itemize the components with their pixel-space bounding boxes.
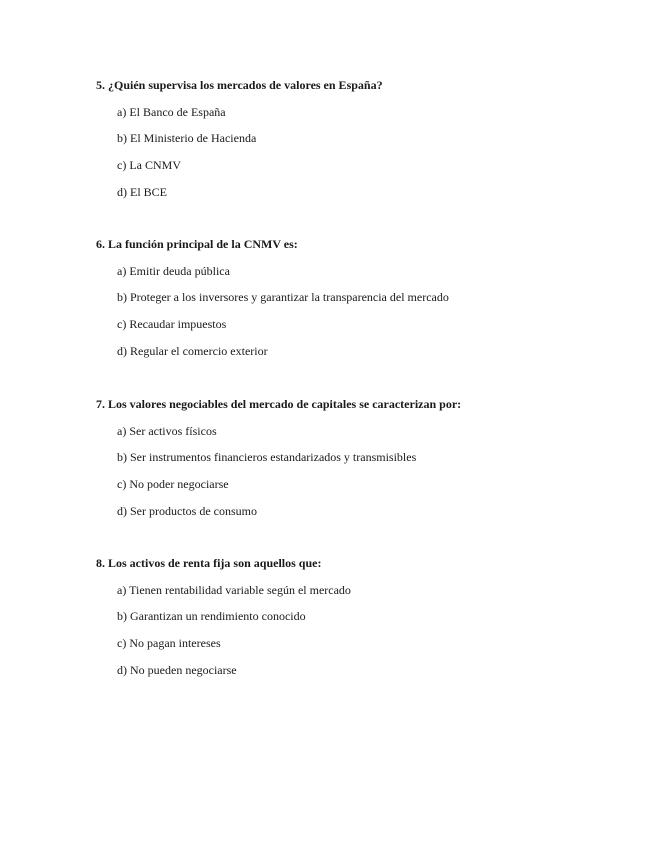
option-c: c) La CNMV: [117, 158, 181, 173]
option-b: b) Ser instrumentos financieros estandarizados y transmisibles: [117, 450, 417, 465]
question-text: 6. La función principal de la CNMV es:: [96, 237, 298, 251]
option-c: c) No poder negociarse: [117, 477, 229, 492]
options-list: [96, 104, 616, 200]
option-a: a) Ser activos físicos: [117, 423, 217, 438]
question-5: [96, 77, 616, 200]
option-b: b) Proteger a los inversores y garantizar la transparencia del mercado: [117, 290, 449, 305]
question-text: 8. Los activos de renta fija son aquellos que:: [96, 556, 322, 570]
option-b: b) Garantizan un rendimiento conocido: [117, 609, 306, 624]
options-list: [96, 423, 616, 519]
question-text: 7. Los valores negociables del mercado de capitales se caracterizan por:: [96, 397, 462, 411]
options-list: [96, 263, 616, 359]
option-a: a) Tienen rentabilidad variable según el mercado: [117, 582, 351, 597]
question-7: [96, 396, 616, 519]
option-d: d) El BCE: [117, 184, 167, 199]
question-6: [96, 236, 616, 359]
options-list: [96, 582, 616, 678]
option-d: d) Regular el comercio exterior: [117, 343, 268, 358]
question-text: 5. ¿Quién supervisa los mercados de valores en España?: [96, 78, 383, 92]
option-a: a) Emitir deuda pública: [117, 263, 230, 278]
option-d: d) No pueden negociarse: [117, 662, 237, 677]
option-d: d) Ser productos de consumo: [117, 503, 257, 518]
option-c: c) Recaudar impuestos: [117, 317, 227, 332]
option-b: b) El Ministerio de Hacienda: [117, 131, 257, 146]
option-c: c) No pagan intereses: [117, 636, 221, 651]
question-8: [96, 555, 616, 678]
option-a: a) El Banco de España: [117, 104, 226, 119]
